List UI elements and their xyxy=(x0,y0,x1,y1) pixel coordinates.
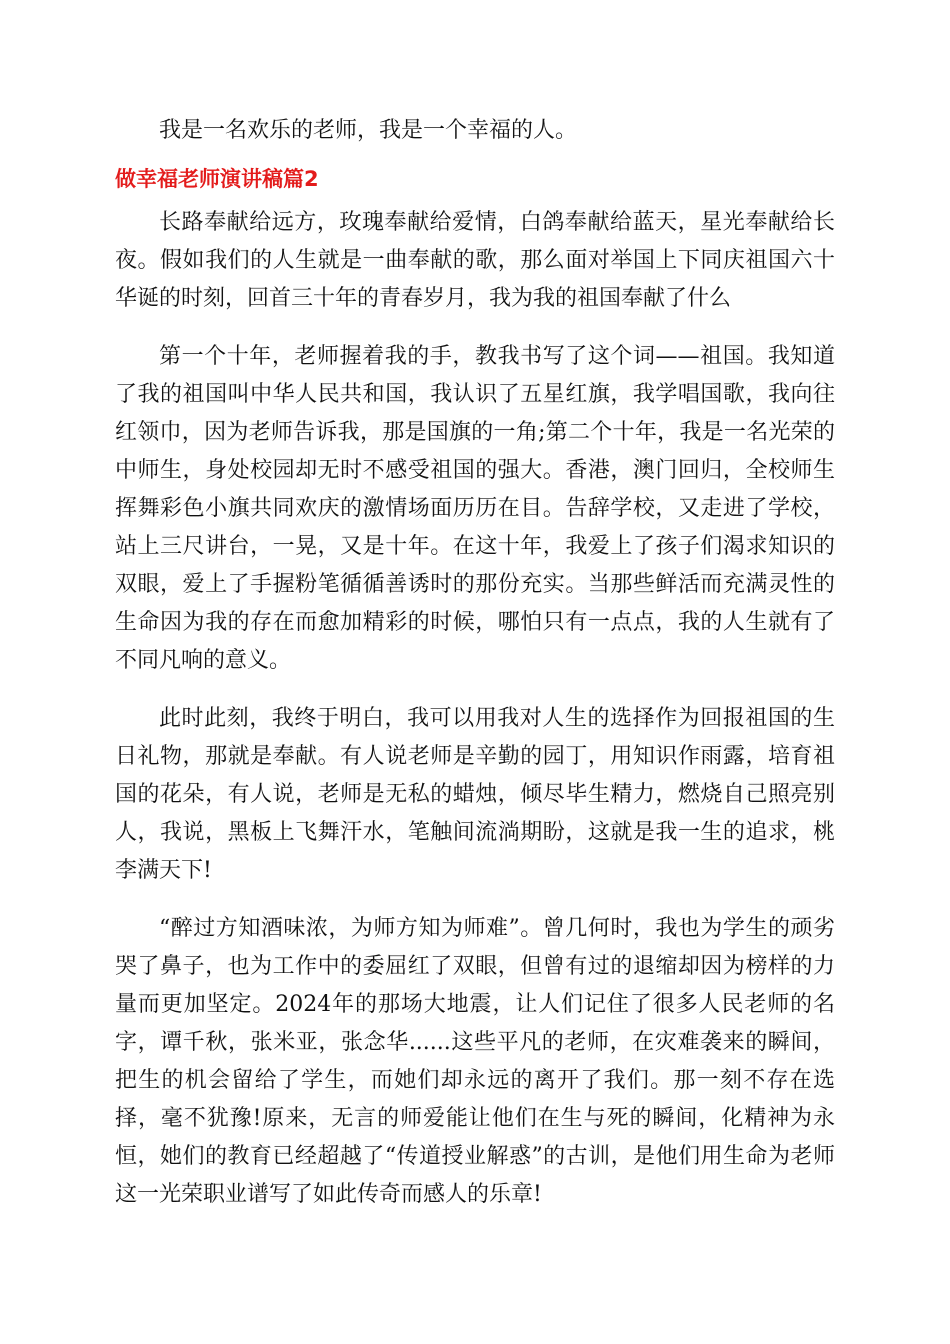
paragraph-2: 第一个十年，老师握着我的手，教我书写了这个词——祖国。我知道了我的祖国叫中华人民共和国，我认识了五星红旗，我学唱国歌，我向往红领巾，因为老师告诉我，那是国旗的一角;第二个十年，我是一名光荣的中师生，身处校园却无时不感受祖国的强大。香港，澳门回归，全校师生挥舞彩色小旗共同欢庆的激情场面历历在目。告辞学校，又走进了学校，站上三尺讲台，一晃，又是十年。在这十年，我爱上了孩子们渴求知识的双眼，爱上了手握粉笔循循善诱时的那份充实。当那些鲜活而充满灵性的生命因为我的存在而愈加精彩的时候，哪怕只有一点点，我的人生就有了不同凡响的意义。 xyxy=(115,344,835,673)
paragraph-4: “醉过方知酒味浓，为师方知为师难”。曾几何时，我也为学生的顽劣哭了鼻子，也为工作中的委屈红了双眼，但曾有过的退缩却因为榜样的力量而更加坚定。2024年的那场大地震，让人们记住了很多人民老师的名字，谭千秋，张米亚，张念华......这些平凡的老师，在灾难袭来的瞬间，把生的机会留给了学生，而她们却永远的离开了我们。那一刻不存在选择，毫不犹豫!原来，无言的师爱能让他们在生与死的瞬间，化精神为永恒，她们的教育已经超越了“传道授业解惑”的古训，是他们用生命为老师这一光荣职业谱写了如此传奇而感人的乐章! xyxy=(115,916,835,1207)
paragraph-1: 长路奉献给远方，玫瑰奉献给爱情，白鸽奉献给蓝天，星光奉献给长夜。假如我们的人生就是一曲奉献的歌，那么面对举国上下同庆祖国六十华诞的时刻，回首三十年的青春岁月，我为我的祖国奉献了什么 xyxy=(115,210,835,311)
section-heading: 做幸福老师演讲稿篇2 xyxy=(115,167,319,191)
paragraph-3: 此时此刻，我终于明白，我可以用我对人生的选择作为回报祖国的生日礼物，那就是奉献。有人说老师是辛勤的园丁，用知识作雨露，培育祖国的花朵，有人说，老师是无私的蜡烛，倾尽毕生精力，燃烧自己照亮别人，我说，黑板上飞舞汗水，笔触间流淌期盼，这就是我一生的追求，桃李满天下! xyxy=(115,706,835,883)
intro-paragraph: 我是一名欢乐的老师，我是一个幸福的人。 xyxy=(159,118,578,143)
document-body xyxy=(115,112,835,1234)
